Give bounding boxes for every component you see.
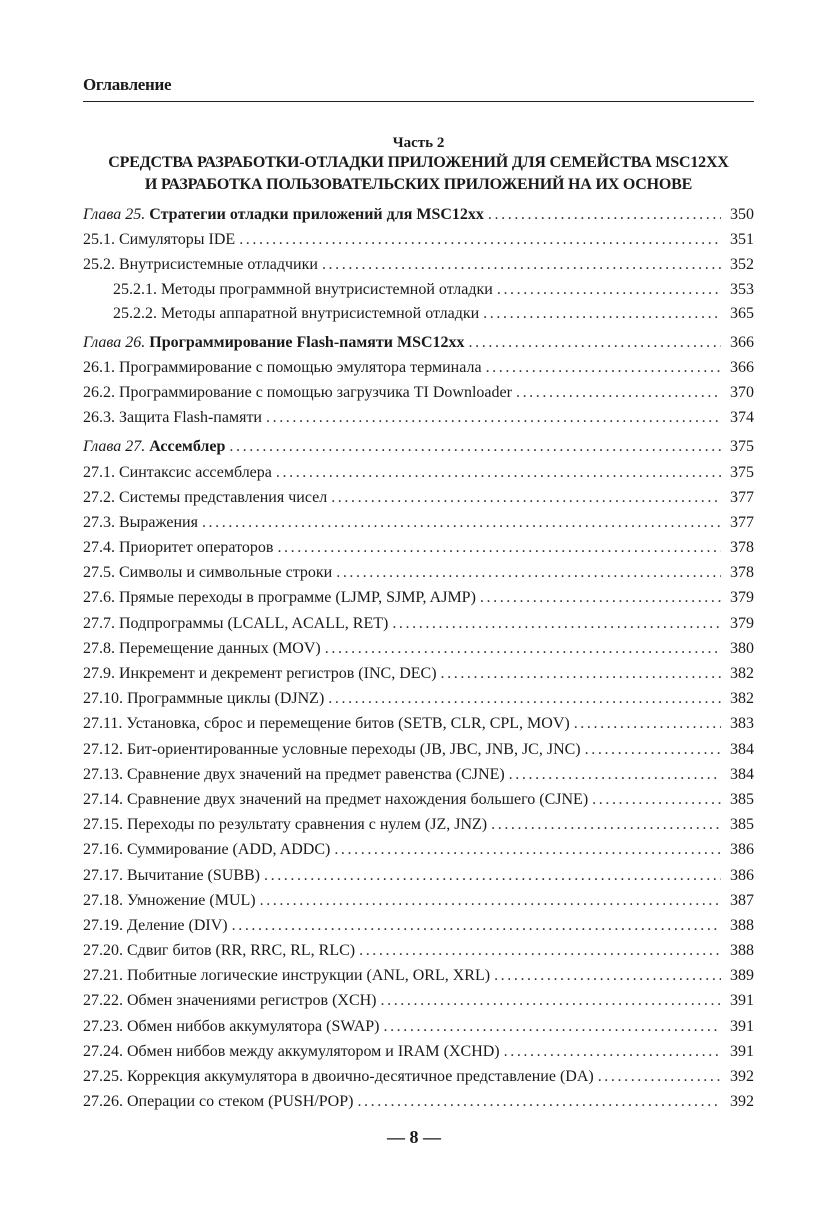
toc-entry-title: 25.2.2. Методы аппаратной внутрисистемной отладки — [113, 304, 480, 322]
leader-dots — [229, 434, 721, 459]
leader-dots — [277, 535, 721, 560]
toc-chapter-27[interactable] — [83, 434, 754, 459]
toc-page-number: 386 — [730, 866, 754, 884]
leader-dots — [381, 988, 722, 1013]
toc-entry-27-14[interactable] — [83, 787, 754, 812]
leader-dots — [592, 787, 721, 812]
toc-page-number: 382 — [730, 665, 754, 682]
page-number: — 8 — — [387, 1127, 441, 1147]
toc-entry-title: 26.2. Программирование с помощью загрузчика TI Downloader — [83, 383, 512, 401]
leader-dots — [494, 963, 721, 988]
toc-page-number: 352 — [730, 256, 754, 274]
toc-page-number: 377 — [730, 513, 754, 531]
toc-entry-27-5[interactable] — [83, 560, 754, 585]
toc-entry-27-7[interactable] — [83, 611, 754, 636]
toc-page-number: 386 — [730, 841, 754, 859]
toc-entry-title — [83, 202, 484, 227]
toc-entry-27-18[interactable] — [83, 888, 754, 913]
leader-dots — [322, 252, 721, 277]
toc-page-number: 375 — [730, 463, 754, 481]
toc-page-number: 379 — [730, 614, 754, 632]
toc-entry-25-2[interactable] — [83, 252, 754, 277]
toc-entry-title: 27.18. Умножение (MUL) — [83, 891, 256, 909]
toc-page-number: 379 — [730, 589, 754, 607]
toc-entry-27-10[interactable] — [83, 686, 754, 711]
toc-entry-27-21[interactable] — [83, 963, 754, 988]
toc-entry-27-3[interactable] — [83, 510, 754, 535]
toc-page-number: 353 — [730, 280, 754, 298]
leader-dots — [264, 863, 721, 888]
toc-entry-title: 27.22. Обмен значениями регистров (XCH) — [83, 992, 377, 1010]
toc-entry-title: 27.5. Символы и символьные строки — [83, 564, 333, 582]
leader-dots — [488, 202, 721, 227]
toc-entry-27-19[interactable] — [83, 913, 754, 938]
toc-page-number: 388 — [730, 942, 754, 960]
toc-page-number: 391 — [730, 1042, 754, 1060]
part-label: Часть 2 — [392, 135, 445, 151]
toc-entry-title: 27.14. Сравнение двух значений на предмет нахождения большего (CJNE) — [83, 790, 589, 808]
toc-page-number: 380 — [730, 639, 754, 657]
toc-entry-title: 26.1. Программирование с помощью эмулятора терминала — [83, 358, 482, 376]
toc-entry-title: 27.19. Деление (DIV) — [83, 916, 228, 934]
toc-page-number: 388 — [730, 916, 754, 934]
leader-dots — [509, 762, 721, 787]
toc-entry-27-4[interactable] — [83, 535, 754, 560]
leader-dots — [202, 510, 721, 535]
leader-dots — [441, 661, 721, 686]
chapter-title: Ассемблер — [149, 438, 226, 456]
toc-entry-27-24[interactable] — [83, 1039, 754, 1064]
toc-chapter-26[interactable] — [83, 330, 754, 355]
toc-page-number: 378 — [730, 539, 754, 557]
leader-dots — [276, 460, 721, 485]
toc-entry-title: 27.6. Прямые переходы в программе (LJMP, SJMP, AJMP) — [83, 589, 476, 607]
leader-dots — [357, 1089, 721, 1114]
toc-page-number: 385 — [730, 790, 754, 808]
toc-page-number: 374 — [730, 409, 754, 427]
toc-entry-27-11[interactable] — [83, 711, 754, 736]
leader-dots — [585, 737, 721, 762]
chapter-prefix: Глава 27. — [83, 438, 146, 456]
toc-page-number: 384 — [730, 765, 754, 783]
toc-entry-26-3[interactable] — [83, 405, 754, 430]
leader-dots — [260, 888, 721, 913]
toc-entry-title: 27.21. Побитные логические инструкции (ANL, ORL, XRL) — [83, 967, 491, 985]
part-title-line-1: СРЕДСТВА РАЗРАБОТКИ-ОТЛАДКИ ПРИЛОЖЕНИЙ ДЛЯ СЕМЕЙСТВА MSC12XX — [108, 154, 729, 171]
toc-entry-27-15[interactable] — [83, 812, 754, 837]
toc-entry-title: 27.23. Обмен ниббов аккумулятора (SWAP) — [83, 1017, 380, 1035]
toc-entry-title: 27.8. Перемещение данных (MOV) — [83, 639, 321, 657]
toc-entry-title: 27.9. Инкремент и декремент регистров (INC, DEC) — [83, 665, 437, 682]
chapter-title: Стратегии отладки приложений для MSC12xx — [149, 206, 484, 223]
leader-dots — [574, 711, 721, 736]
part-title-line-2: И РАЗРАБОТКА ПОЛЬЗОВАТЕЛЬСКИХ ПРИЛОЖЕНИЙ НА ИХ ОСНОВЕ — [144, 176, 693, 193]
toc-page-number: 383 — [730, 715, 754, 733]
toc-entry-title: 27.10. Программные циклы (DJNZ) — [83, 690, 325, 708]
toc-entry-27-20[interactable] — [83, 938, 754, 963]
leader-dots — [483, 302, 721, 326]
toc-chapter-25[interactable] — [83, 202, 754, 227]
toc-entry-title: 27.20. Сдвиг битов (RR, RRC, RL, RLC) — [83, 942, 356, 960]
toc-entry-title: 27.13. Сравнение двух значений на предмет равенства (CJNE) — [83, 765, 505, 783]
toc-page-number: 378 — [730, 564, 754, 582]
toc-entry-title: 27.17. Вычитание (SUBB) — [83, 866, 260, 884]
toc-entry-title: 25.1. Симуляторы IDE — [83, 231, 236, 249]
toc-page-number: 370 — [730, 383, 754, 401]
toc-page-number: 365 — [730, 304, 754, 322]
toc-entry-27-2[interactable] — [83, 485, 754, 510]
toc-page-number: 384 — [730, 740, 754, 758]
leader-dots — [598, 1064, 721, 1089]
toc-page-number: 382 — [730, 690, 754, 708]
chapter-prefix: Глава 26. — [83, 333, 146, 351]
leader-dots — [328, 686, 721, 711]
toc-entry-26-1[interactable] — [83, 355, 754, 380]
toc-page-number: 351 — [730, 231, 754, 249]
leader-dots — [486, 355, 721, 380]
toc-entry-27-8[interactable] — [83, 636, 754, 661]
toc-entry-25-2-2[interactable] — [83, 302, 754, 326]
toc-entry-title: 27.16. Суммирование (ADD, ADDC) — [83, 841, 331, 859]
leader-dots — [491, 812, 721, 837]
toc-entry-title — [83, 330, 465, 355]
toc-entry-26-2[interactable] — [83, 380, 754, 405]
leader-dots — [497, 278, 721, 302]
running-header — [83, 73, 754, 102]
leader-dots — [334, 837, 721, 862]
leader-dots — [232, 913, 721, 938]
toc-page-number: 391 — [730, 992, 754, 1010]
leader-dots — [325, 636, 721, 661]
toc-entry-title: 27.11. Установка, сброс и перемещение битов (SETB, CLR, CPL, MOV) — [83, 715, 570, 733]
leader-dots — [266, 405, 721, 430]
leader-dots — [239, 227, 721, 252]
leader-dots — [336, 560, 721, 585]
toc-entry-title: 27.25. Коррекция аккумулятора в двоично-десятичное представление (DA) — [83, 1068, 594, 1085]
toc-entry-title: 27.3. Выражения — [83, 513, 198, 531]
toc-entry-27-12[interactable] — [83, 737, 754, 762]
header-title: Оглавление — [83, 75, 172, 94]
toc-page-number: 389 — [730, 967, 754, 985]
leader-dots — [359, 938, 721, 963]
toc-entry-27-22[interactable] — [83, 988, 754, 1013]
toc-entry-27-25[interactable] — [83, 1064, 754, 1089]
toc-entry-27-6[interactable] — [83, 585, 754, 610]
toc-entry-title: 27.4. Приоритет операторов — [83, 539, 274, 557]
toc-entry-title — [83, 434, 225, 459]
chapter-title: Программирование Flash-памяти MSC12xx — [149, 333, 465, 351]
toc-page-number: 392 — [730, 1068, 754, 1085]
toc-page-number: 391 — [730, 1017, 754, 1035]
toc-entry-27-16[interactable] — [83, 837, 754, 862]
toc-entry-27-17[interactable] — [83, 863, 754, 888]
leader-dots — [331, 485, 721, 510]
toc-page-number: 366 — [730, 358, 754, 376]
toc-page-number: 385 — [730, 816, 754, 834]
toc-page-number: 375 — [730, 438, 754, 456]
toc-entry-title: 27.15. Переходы по результату сравнения с нулем (JZ, JNZ) — [83, 816, 488, 834]
table-of-contents — [83, 202, 754, 1114]
toc-entry-title: 25.2.1. Методы программной внутрисистемной отладки — [113, 280, 493, 298]
leader-dots — [504, 1039, 721, 1064]
toc-entry-27-26[interactable] — [83, 1089, 754, 1114]
toc-page-number: 366 — [730, 333, 754, 351]
toc-entry-title: 27.1. Синтаксис ассемблера — [83, 463, 272, 481]
leader-dots — [383, 1014, 721, 1039]
toc-page-number: 350 — [730, 206, 754, 223]
toc-page-number: 387 — [730, 891, 754, 909]
toc-entry-27-1[interactable] — [83, 460, 754, 485]
toc-page-number: 377 — [730, 488, 754, 506]
toc-entry-title: 27.12. Бит-ориентированные условные переходы (JB, JBC, JNB, JC, JNC) — [83, 740, 581, 758]
toc-entry-title: 27.24. Обмен ниббов между аккумулятором и IRAM (XCHD) — [83, 1042, 500, 1060]
toc-entry-title: 27.2. Системы представления чисел — [83, 488, 328, 506]
toc-entry-title: 27.7. Подпрограммы (LCALL, ACALL, RET) — [83, 614, 389, 632]
toc-entry-title: 25.2. Внутрисистемные отладчики — [83, 256, 318, 274]
toc-entry-25-2-1[interactable] — [83, 278, 754, 302]
chapter-prefix: Глава 25. — [83, 206, 146, 223]
leader-dots — [469, 330, 721, 355]
leader-dots — [516, 380, 721, 405]
toc-entry-27-23[interactable] — [83, 1014, 754, 1039]
leader-dots — [480, 585, 721, 610]
toc-entry-27-13[interactable] — [83, 762, 754, 787]
toc-entry-27-9[interactable] — [83, 661, 754, 686]
leader-dots — [392, 611, 721, 636]
toc-entry-title: 27.26. Операции со стеком (PUSH/POP) — [83, 1093, 354, 1111]
toc-entry-title: 26.3. Защита Flash-памяти — [83, 409, 262, 427]
toc-page-number: 392 — [730, 1093, 754, 1111]
toc-entry-25-1[interactable] — [83, 227, 754, 252]
